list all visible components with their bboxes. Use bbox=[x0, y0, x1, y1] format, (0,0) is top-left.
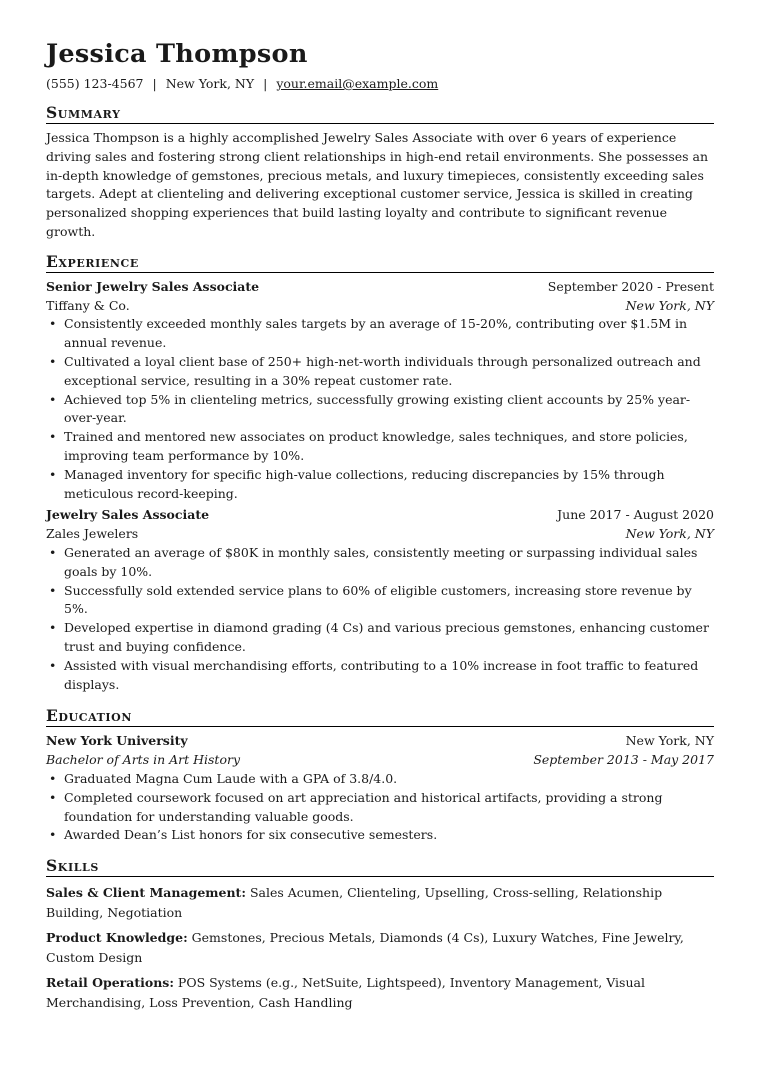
job-header bbox=[46, 506, 714, 525]
education-entry bbox=[46, 732, 714, 845]
section-title-experience: Experience bbox=[46, 253, 714, 273]
list-item: • Consistently exceeded monthly sales targets by an average of 15-20%, contributing over $1.5M in annual revenue. bbox=[46, 315, 714, 353]
job-title: Senior Jewelry Sales Associate bbox=[46, 278, 260, 294]
list-item: • Assisted with visual merchandising efforts, contributing to a 10% increase in foot traffic to featured displays. bbox=[46, 657, 714, 695]
company-name: Tiffany & Co. bbox=[46, 297, 130, 313]
list-item: • Graduated Magna Cum Laude with a GPA of 3.8/4.0. bbox=[46, 770, 714, 789]
job-bullets bbox=[46, 544, 714, 694]
skill-list: POS Systems (e.g., NetSuite, Lightspeed), Inventory Management, Visual Merchandising, Loss Prevention, Cash Handling bbox=[46, 975, 645, 1010]
education-subheader bbox=[46, 751, 714, 770]
skill-list: Gemstones, Precious Metals, Diamonds (4 Cs), Luxury Watches, Fine Jewelry, Custom Design bbox=[46, 930, 684, 965]
list-item: • Successfully sold extended service plans to 60% of eligible customers, increasing store revenue by 5%. bbox=[46, 582, 714, 620]
job-title: Jewelry Sales Associate bbox=[46, 507, 210, 523]
list-item: • Cultivated a loyal client base of 250+ high-net-worth individuals through personalized outreach and exceptional service, resulting in a 30% repeat customer rate. bbox=[46, 353, 714, 391]
skill-row bbox=[46, 883, 714, 922]
section-title-skills: Skills bbox=[46, 857, 714, 877]
contact-line bbox=[46, 76, 714, 92]
job-dates: June 2017 - August 2020 bbox=[557, 507, 714, 523]
email-link[interactable]: your.email@example.com bbox=[276, 76, 439, 91]
education-bullets bbox=[46, 770, 714, 845]
job-dates: September 2020 - Present bbox=[547, 278, 714, 294]
list-item: • Developed expertise in diamond grading (4 Cs) and various precious gemstones, enhancing customer trust and buying confidence. bbox=[46, 619, 714, 657]
education-dates: September 2013 - May 2017 bbox=[533, 752, 714, 768]
education-header bbox=[46, 732, 714, 751]
skill-category: Sales & Client Management: bbox=[46, 885, 246, 901]
phone-number: (555) 123-4567 bbox=[46, 76, 144, 91]
summary-text: Jessica Thompson is a highly accomplished Jewelry Sales Associate with over 6 years of experience driving sales and fostering strong client relationships in high-end retail environments. She possesses an in-depth knowledge of gemstones, precious metals, and luxury timepieces, consistently exceeding sales targets. Adept at clienteling and delivering exceptional customer service, Jessica is skilled in creating personalized shopping experiences that build lasting loyalty and contribute to significant revenue growth. bbox=[46, 130, 709, 239]
job-entry bbox=[46, 506, 714, 694]
list-item: • Managed inventory for specific high-value collections, reducing discrepancies by 15% through meticulous record-keeping. bbox=[46, 466, 714, 504]
school-location: New York, NY bbox=[625, 733, 714, 749]
degree: Bachelor of Arts in Art History bbox=[46, 752, 241, 768]
skill-category: Product Knowledge: bbox=[46, 930, 188, 946]
school-name: New York University bbox=[46, 733, 188, 749]
list-item: • Trained and mentored new associates on product knowledge, sales techniques, and store policies, improving team performance by 10%. bbox=[46, 428, 714, 466]
skill-row bbox=[46, 928, 714, 967]
resume-page bbox=[46, 38, 714, 1012]
skill-category: Retail Operations: bbox=[46, 975, 174, 991]
section-title-education: Education bbox=[46, 707, 714, 727]
location: New York, NY bbox=[165, 76, 255, 91]
job-header bbox=[46, 278, 714, 297]
section-title-summary: Summary bbox=[46, 104, 714, 124]
list-item: • Completed coursework focused on art appreciation and historical artifacts, providing a strong foundation for understanding valuable goods. bbox=[46, 789, 714, 827]
job-location: New York, NY bbox=[625, 526, 714, 542]
contact-separator: | bbox=[152, 76, 157, 91]
job-subheader bbox=[46, 525, 714, 544]
skill-row bbox=[46, 973, 714, 1012]
company-name: Zales Jewelers bbox=[46, 526, 139, 542]
skill-list: Sales Acumen, Clienteling, Upselling, Cross-selling, Relationship Building, Negotiation bbox=[46, 885, 663, 920]
job-location: New York, NY bbox=[625, 297, 714, 313]
candidate-name: Jessica Thompson bbox=[46, 39, 308, 69]
list-item: • Generated an average of $80K in monthly sales, consistently meeting or surpassing individual sales goals by 10%. bbox=[46, 544, 714, 582]
contact-separator: | bbox=[263, 76, 268, 91]
job-entry bbox=[46, 278, 714, 504]
list-item: • Achieved top 5% in clienteling metrics, successfully growing existing client accounts by 25% year-over-year. bbox=[46, 391, 714, 429]
job-bullets bbox=[46, 315, 714, 503]
list-item: • Awarded Dean’s List honors for six consecutive semesters. bbox=[46, 826, 714, 845]
job-subheader bbox=[46, 297, 714, 316]
